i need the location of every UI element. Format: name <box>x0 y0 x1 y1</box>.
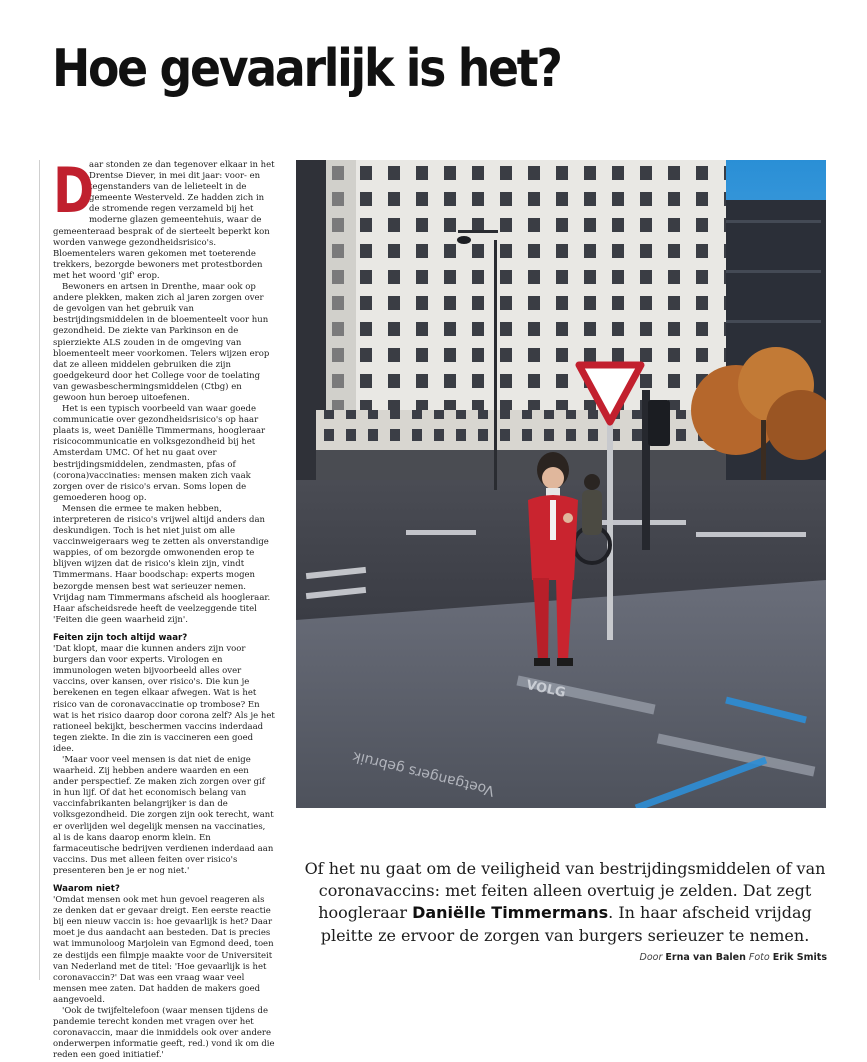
interviewee-name: Daniëlle Timmermans <box>412 903 609 923</box>
standfirst-text-end: . In haar afscheid vrijdag pleitte ze ervoor de zorgen van burgers serieuzer te nemen. <box>320 903 812 945</box>
paragraph: Het is een typisch voorbeeld van waar goede communicatie over gezondheidsrisico's op haar plaats is, weet Daniëlle Timmermans, hoogleraar risicocommunicatie en volksgezondheid bij het Amsterdam UMC. Of het nu gaat over bestrijdingsmiddelen, zendmasten, pfas of (corona)vaccinaties: mensen maken zich vaak zorgen over de risico's ervan. Soms lopen de gemoederen hoog op. <box>53 404 266 503</box>
pavement-text-gebruik: Voetgangers gebruik <box>351 747 497 799</box>
standfirst <box>300 858 830 947</box>
author-name: Erna van Balen <box>665 952 746 963</box>
article-intro <box>53 160 275 282</box>
paragraph: 'Maar voor veel mensen is dat niet de enige waarheid. Zij hebben andere waarden en een ander perspectief. Ze maken zich zorgen over gif in hun lijf. Of dat het economisch belang van vaccinfabrikanten belangrijker is dan de volksgezondheid. Die zorgen zijn ook terecht, want er overlijden wel degelijk mensen na vaccinaties, al is de kans daarop enorm klein. En farmaceutische bedrijven verdienen inderdaad aan vaccins. Dus met alleen feiten over risico's presenteren ben je er nog niet.' <box>53 754 274 876</box>
article-photo <box>296 160 826 808</box>
byline-label: Door <box>639 952 663 963</box>
photographer-name: Erik Smits <box>772 952 827 963</box>
intro-paragraph: aar stonden ze dan tegenover elkaar in het Drentse Diever, in mei dit jaar: voor- en tegenstanders van de lelieteelt in de gemeente Westerveld. Ze hadden zich in de stromende regen verzameld bij het moderne glazen gemeentehuis, waar de gemeenteraad besprak of de sierteelt beperkt kon worden vanwege gezondheidsrisico's. Bloementelers waren gekomen met toeterende trekkers, bezorgde bewoners met protestborden met het woord 'gif' erop. <box>53 160 275 281</box>
paragraph: Mensen die ermee te maken hebben, interpreteren de risico's vrijwel altijd anders dan deskundigen. Toch is het niet juist om alle vaccinweigeraars weg te zetten als onverstandige wappies, of om bezorgde omwonenden erop te blijven wijzen dat de risico's klein zijn, vindt Timmermans. Haar boodschap: experts mogen bezorgde mensen best wat serieuzer nemen. Vrijdag nam Timmermans afscheid als hoogleraar. Haar afscheidsrede heeft de veelzeggende titel 'Feiten die geen waarheid zijn'. <box>53 503 271 625</box>
drop-cap <box>53 160 95 227</box>
article-body <box>53 160 275 1062</box>
question-subhead: Feiten zijn toch altijd waar? <box>53 632 188 643</box>
paragraph: 'Ook de twijfeltelefoon (waar mensen tijdens de pandemie terecht konden met vragen over het coronavaccin, maar die inmiddels ook over andere onderwerpen informatie geeft, red.) vond ik om die reden een goed initiatief.' <box>53 1006 275 1061</box>
page-title: Hoe gevaarlijk is het? <box>52 39 561 99</box>
standfirst-text-start: Of het nu gaat om de veiligheid van bestrijdingsmiddelen of van coronavaccins: met feiten alleen overtuig je zelden. Dat zegt hoogleraar <box>304 859 826 923</box>
paragraph: Bewoners en artsen in Drenthe, maar ook op andere plekken, maken zich al jaren zorgen over de gevolgen van het gebruik van bestrijdingsmiddelen in de bloementeelt voor hun gezondheid. De ziekte van Parkinson en de spierziekte ALS zouden in de omgeving van bloementeelt meer voorkomen. Telers wijzen erop dat ze alleen middelen gebruiken die zijn goedgekeurd door het College voor de toelating van gewasbeschermingsmiddelen (Ctbg) en gewoon hun beroep uitoefenen. <box>53 282 270 403</box>
column-divider <box>39 160 40 980</box>
paragraph: 'Dat klopt, maar die kunnen anders zijn voor burgers dan voor experts. Virologen en immunologen weten bijvoorbeeld alles over vaccins, over kansen, over risico's. Die kun je berekenen en tegen elkaar afwegen. Wat is het risico van de coronavaccinatie op trombose? En wat is het risico daarop door corona zelf? Als je het rationeel bekijkt, beschermen vaccins inderdaad tegen ziekte. In die zin is vaccineren een goed idee. <box>53 644 275 754</box>
photo-credit-label: Foto <box>748 952 770 963</box>
byline <box>640 952 827 963</box>
question-subhead: Waarom niet? <box>53 884 120 894</box>
drop-cap-letter: D <box>53 160 95 227</box>
paragraph: 'Omdat mensen ook met hun gevoel reageren als ze denken dat er gevaar dreigt. Een eerste reactie bij een nieuw vaccin is: hoe gevaarlijk is het? Daar moet je dus aandacht aan besteden. Dat is precies wat immunoloog Marjolein van Egmond deed, toen ze destijds een filmpje maakte voor de Universiteit van Nederland met de titel: 'Hoe gevaarlijk is het coronavaccin?' Dat was een vraag waar veel mensen mee zaten. Dat hadden de makers goed aangevoeld. <box>53 895 274 1005</box>
pavement-text-volg: VOLG <box>524 677 567 701</box>
